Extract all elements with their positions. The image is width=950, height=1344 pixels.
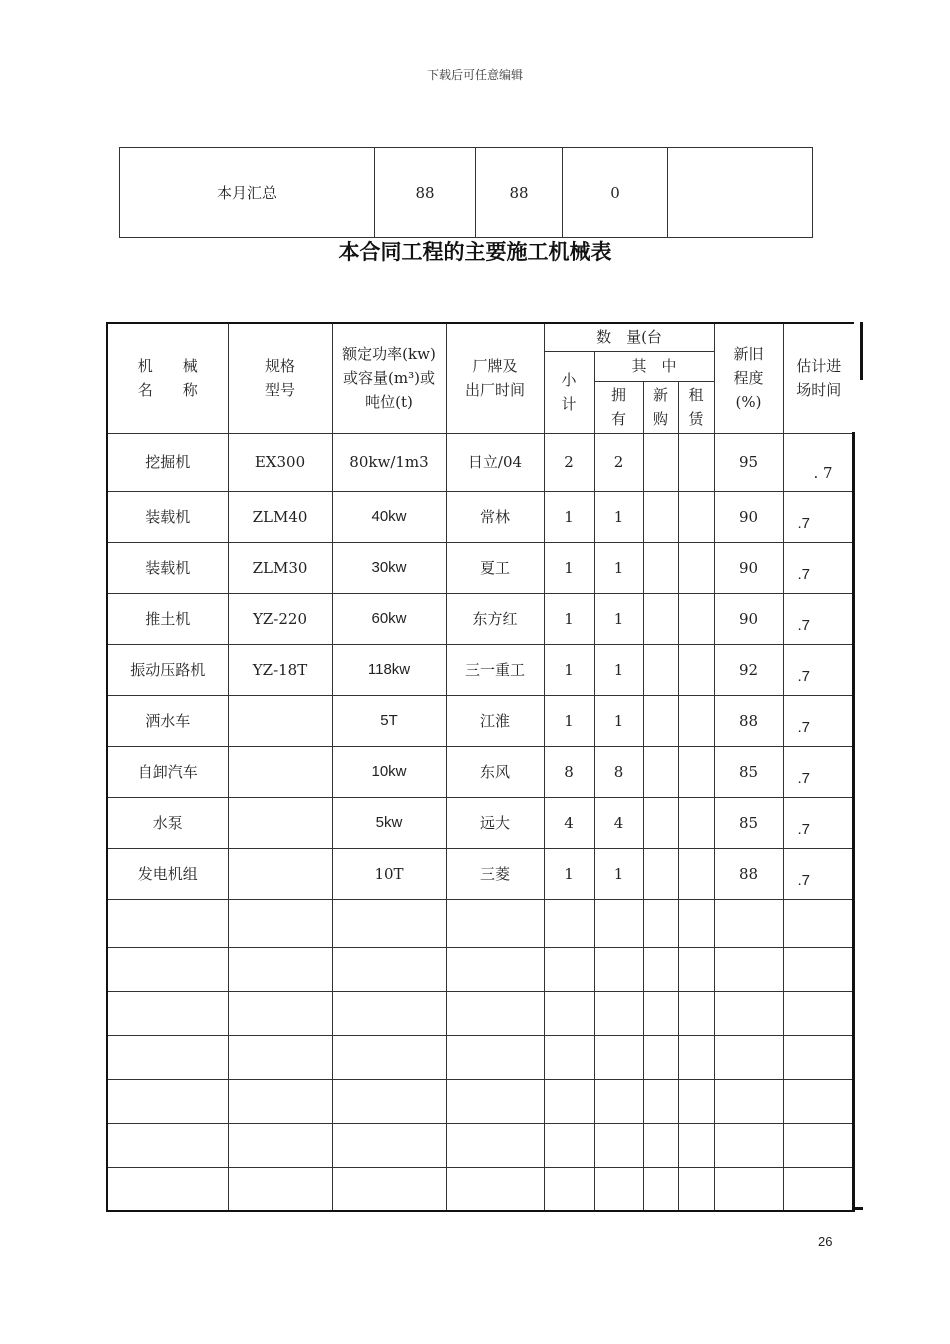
header-quantity: 数 量(台 <box>544 323 714 351</box>
cell-model <box>228 848 332 899</box>
cell-power: 118kw <box>332 644 446 695</box>
cell-maker: 三菱 <box>446 848 544 899</box>
cell-power: 5T <box>332 695 446 746</box>
cell-own: 1 <box>594 644 643 695</box>
cell-own: 1 <box>594 491 643 542</box>
table-row-empty <box>107 1035 854 1079</box>
cell-condition: 88 <box>714 695 783 746</box>
cell-new <box>643 542 678 593</box>
cell-maker: 三一重工 <box>446 644 544 695</box>
header-note: 下载后可任意编辑 <box>426 68 523 82</box>
cell-entry: .7 <box>783 542 854 593</box>
cell-entry: .7 <box>783 593 854 644</box>
cell-new <box>643 746 678 797</box>
cell-rent <box>678 491 714 542</box>
cell-condition: 90 <box>714 542 783 593</box>
cell-entry: .7 <box>783 644 854 695</box>
cell-condition: 90 <box>714 491 783 542</box>
table-row-empty <box>107 947 854 991</box>
cell-condition: 88 <box>714 848 783 899</box>
cell-subtotal: 2 <box>544 433 594 491</box>
cell-model: ZLM30 <box>228 542 332 593</box>
cell-rent <box>678 746 714 797</box>
cell-rent <box>678 433 714 491</box>
table-row <box>107 491 854 542</box>
header-model: 规格 型号 <box>228 323 332 433</box>
table-row-empty <box>107 1123 854 1167</box>
cell-power: 5kw <box>332 797 446 848</box>
cell-maker: 夏工 <box>446 542 544 593</box>
table-corner-mark <box>852 1207 863 1210</box>
summary-value <box>668 148 813 238</box>
header-maker: 厂牌及 出厂时间 <box>446 323 544 433</box>
cell-subtotal: 1 <box>544 593 594 644</box>
cell-name: 推土机 <box>107 593 228 644</box>
cell-name: 振动压路机 <box>107 644 228 695</box>
cell-entry: .7 <box>783 491 854 542</box>
cell-model: YZ-220 <box>228 593 332 644</box>
summary-value: 88 <box>375 148 476 238</box>
table-row <box>107 848 854 899</box>
cell-entry: .7 <box>783 797 854 848</box>
table-row <box>107 644 854 695</box>
cell-name: 自卸汽车 <box>107 746 228 797</box>
header-subtotal: 小 计 <box>544 351 594 433</box>
cell-rent <box>678 797 714 848</box>
cell-entry: .7 <box>783 848 854 899</box>
summary-value: 0 <box>563 148 668 238</box>
cell-new <box>643 433 678 491</box>
cell-maker: 江淮 <box>446 695 544 746</box>
cell-condition: 90 <box>714 593 783 644</box>
cell-own: 1 <box>594 593 643 644</box>
cell-power: 30kw <box>332 542 446 593</box>
cell-entry: .7 <box>783 695 854 746</box>
cell-power: 80kw/1m3 <box>332 433 446 491</box>
cell-own: 8 <box>594 746 643 797</box>
cell-name: 发电机组 <box>107 848 228 899</box>
cell-condition: 95 <box>714 433 783 491</box>
header-new: 新 购 <box>643 381 678 433</box>
cell-subtotal: 1 <box>544 491 594 542</box>
cell-new <box>643 491 678 542</box>
cell-power: 40kw <box>332 491 446 542</box>
cell-subtotal: 8 <box>544 746 594 797</box>
cell-subtotal: 1 <box>544 848 594 899</box>
table-row <box>107 593 854 644</box>
table-row-empty <box>107 991 854 1035</box>
cell-own: 1 <box>594 542 643 593</box>
cell-maker: 东方红 <box>446 593 544 644</box>
cell-maker: 日立/04 <box>446 433 544 491</box>
cell-new <box>643 593 678 644</box>
page-title: 本合同工程的主要施工机械表 <box>338 240 612 264</box>
summary-row <box>120 148 813 238</box>
cell-model: YZ-18T <box>228 644 332 695</box>
cell-new <box>643 695 678 746</box>
cell-model <box>228 695 332 746</box>
header-condition: 新旧 程度 (%) <box>714 323 783 433</box>
cell-entry: . 7 <box>783 433 854 491</box>
cell-rent <box>678 848 714 899</box>
cell-own: 2 <box>594 433 643 491</box>
cell-name: 装载机 <box>107 491 228 542</box>
cell-own: 1 <box>594 848 643 899</box>
cell-own: 1 <box>594 695 643 746</box>
cell-name: 挖掘机 <box>107 433 228 491</box>
table-row-empty <box>107 899 854 947</box>
cell-name: 水泵 <box>107 797 228 848</box>
cell-condition: 85 <box>714 746 783 797</box>
cell-name: 洒水车 <box>107 695 228 746</box>
cell-maker: 远大 <box>446 797 544 848</box>
cell-maker: 东风 <box>446 746 544 797</box>
cell-new <box>643 797 678 848</box>
header-name: 机 械 名 称 <box>107 323 228 433</box>
table-right-border-top <box>860 322 863 380</box>
cell-power: 10T <box>332 848 446 899</box>
cell-new <box>643 644 678 695</box>
table-row <box>107 797 854 848</box>
cell-new <box>643 848 678 899</box>
cell-model: EX300 <box>228 433 332 491</box>
cell-entry: .7 <box>783 746 854 797</box>
header-rent: 租 赁 <box>678 381 714 433</box>
cell-rent <box>678 695 714 746</box>
table-row <box>107 542 854 593</box>
machine-table <box>106 322 855 1212</box>
cell-model: ZLM40 <box>228 491 332 542</box>
table-row <box>107 746 854 797</box>
cell-model <box>228 746 332 797</box>
cell-subtotal: 4 <box>544 797 594 848</box>
table-row-empty <box>107 1167 854 1211</box>
cell-rent <box>678 593 714 644</box>
table-row-empty <box>107 1079 854 1123</box>
cell-subtotal: 1 <box>544 695 594 746</box>
page-number: 26 <box>818 1234 833 1249</box>
summary-table <box>119 147 813 238</box>
header-power: 额定功率(kw) 或容量(m³)或 吨位(t) <box>332 323 446 433</box>
cell-condition: 92 <box>714 644 783 695</box>
summary-value: 88 <box>476 148 563 238</box>
cell-rent <box>678 644 714 695</box>
table-row <box>107 695 854 746</box>
header-entry-time: 估计进 场时间 <box>783 323 854 433</box>
cell-model <box>228 797 332 848</box>
cell-power: 60kw <box>332 593 446 644</box>
cell-own: 4 <box>594 797 643 848</box>
table-right-border <box>852 432 855 1210</box>
header-of-which: 其 中 <box>594 351 714 381</box>
cell-power: 10kw <box>332 746 446 797</box>
cell-subtotal: 1 <box>544 644 594 695</box>
cell-condition: 85 <box>714 797 783 848</box>
cell-rent <box>678 542 714 593</box>
table-row <box>107 433 854 491</box>
cell-subtotal: 1 <box>544 542 594 593</box>
header-own: 拥 有 <box>594 381 643 433</box>
summary-label: 本月汇总 <box>120 148 375 238</box>
cell-name: 装载机 <box>107 542 228 593</box>
cell-maker: 常林 <box>446 491 544 542</box>
